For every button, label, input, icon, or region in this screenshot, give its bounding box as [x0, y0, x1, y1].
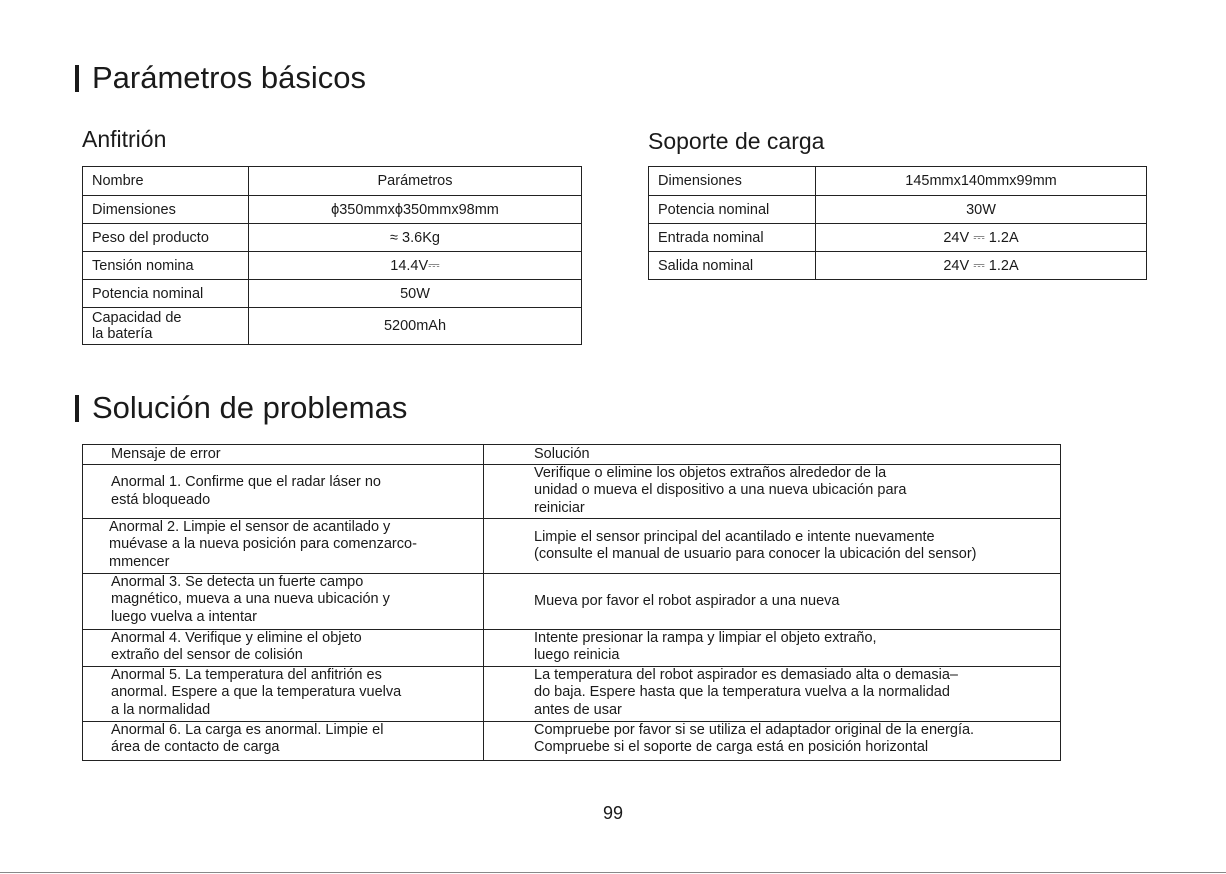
error-message-cell [83, 574, 484, 630]
param-label: Tensión nomina [83, 252, 249, 280]
solution-cell [484, 574, 1061, 630]
param-value: 14.4V⎓ [249, 252, 582, 280]
section-title-text: Solución de problemas [92, 390, 408, 425]
solution-text: Intente presionar la rampa y limpiar el objeto extraño, luego reinicia [534, 630, 877, 664]
table-row [649, 196, 1147, 224]
title-bar-marker [75, 395, 79, 422]
column-header-error: Mensaje de error [83, 445, 484, 465]
param-label [83, 308, 249, 345]
table-row [83, 667, 1061, 722]
host-table-title: Anfitrión [82, 126, 167, 152]
host-parameters-table [82, 166, 582, 345]
column-header-solution: Solución [484, 445, 1061, 465]
table-row [83, 308, 582, 345]
param-value: 30W [816, 196, 1147, 224]
param-value: 5200mAh [249, 308, 582, 345]
solution-text: Mueva por favor el robot aspirador a una nueva [534, 592, 840, 609]
param-value: 24V ⎓ 1.2A [816, 224, 1147, 252]
table-row [649, 224, 1147, 252]
page-bottom-border [0, 872, 1226, 873]
error-message-cell [83, 465, 484, 519]
table-row [83, 465, 1061, 519]
troubleshooting-table [82, 444, 1061, 761]
error-message: Anormal 6. La carga es anormal. Limpie el área de contacto de carga [111, 722, 384, 756]
solution-text: Verifique o elimine los objetos extraños alrededor de la unidad o mueva el dispositivo a una nueva ubicación para reiniciar [534, 465, 907, 516]
solution-text: Limpie el sensor principal del acantilado e intente nuevamente (consulte el manual de usuario para conocer la ubicación del sensor) [534, 528, 977, 562]
param-label: Peso del producto [83, 224, 249, 252]
section-title-text: Parámetros básicos [92, 60, 366, 95]
error-message-cell [83, 519, 484, 574]
param-label: Dimensiones [83, 196, 249, 224]
table-row [83, 630, 1061, 667]
solution-cell [484, 722, 1061, 761]
section-title-basic-parameters [75, 60, 366, 96]
error-message: Anormal 5. La temperatura del anfitrión es anormal. Espere a que la temperatura vuelva a la normalidad [111, 667, 402, 718]
table-row [83, 196, 582, 224]
table-row [83, 167, 582, 196]
table-row [649, 167, 1147, 196]
dock-table-title: Soporte de carga [648, 128, 825, 154]
error-message-cell [83, 630, 484, 667]
param-label: Dimensiones [649, 167, 816, 196]
param-label-text: Capacidad de la batería [92, 310, 182, 342]
table-row [83, 574, 1061, 630]
error-message: Anormal 3. Se detecta un fuerte campo magnético, mueva a una nueva ubicación y luego vuelva a intentar [111, 574, 390, 625]
table-row [649, 252, 1147, 280]
error-message: Anormal 4. Verifique y elimine el objeto extraño del sensor de colisión [111, 630, 362, 664]
dock-parameters-table [648, 166, 1147, 280]
page-number: 99 [602, 803, 624, 823]
param-label: Entrada nominal [649, 224, 816, 252]
param-value: ϕ350mmxϕ350mmx98mm [249, 196, 582, 224]
error-message: Anormal 2. Limpie el sensor de acantilado y muévase a la nueva posición para comenzarco- mmencer [109, 519, 417, 570]
error-message-cell [83, 667, 484, 722]
solution-text: La temperatura del robot aspirador es demasiado alta o demasia– do baja. Espere hasta que la temperatura vuelva a la normalidad antes de usar [534, 667, 958, 718]
table-row [83, 519, 1061, 574]
solution-cell [484, 667, 1061, 722]
title-bar-marker [75, 65, 79, 92]
param-value: 24V ⎓ 1.2A [816, 252, 1147, 280]
param-value: Parámetros [249, 167, 582, 196]
error-message: Anormal 1. Confirme que el radar láser no está bloqueado [111, 474, 381, 508]
param-value: 50W [249, 280, 582, 308]
param-label: Potencia nominal [649, 196, 816, 224]
table-row [83, 252, 582, 280]
solution-cell [484, 465, 1061, 519]
solution-cell [484, 519, 1061, 574]
param-value: 145mmx140mmx99mm [816, 167, 1147, 196]
table-row [83, 224, 582, 252]
solution-cell [484, 630, 1061, 667]
param-value: ≈ 3.6Kg [249, 224, 582, 252]
param-label: Nombre [83, 167, 249, 196]
error-message-cell [83, 722, 484, 761]
table-row [83, 280, 582, 308]
section-title-troubleshooting [75, 390, 407, 426]
table-row [83, 722, 1061, 761]
table-header-row [83, 445, 1061, 465]
param-label: Salida nominal [649, 252, 816, 280]
param-label: Potencia nominal [83, 280, 249, 308]
solution-text: Compruebe por favor si se utiliza el adaptador original de la energía. Compruebe si el soporte de carga está en posición horizontal [534, 722, 975, 756]
